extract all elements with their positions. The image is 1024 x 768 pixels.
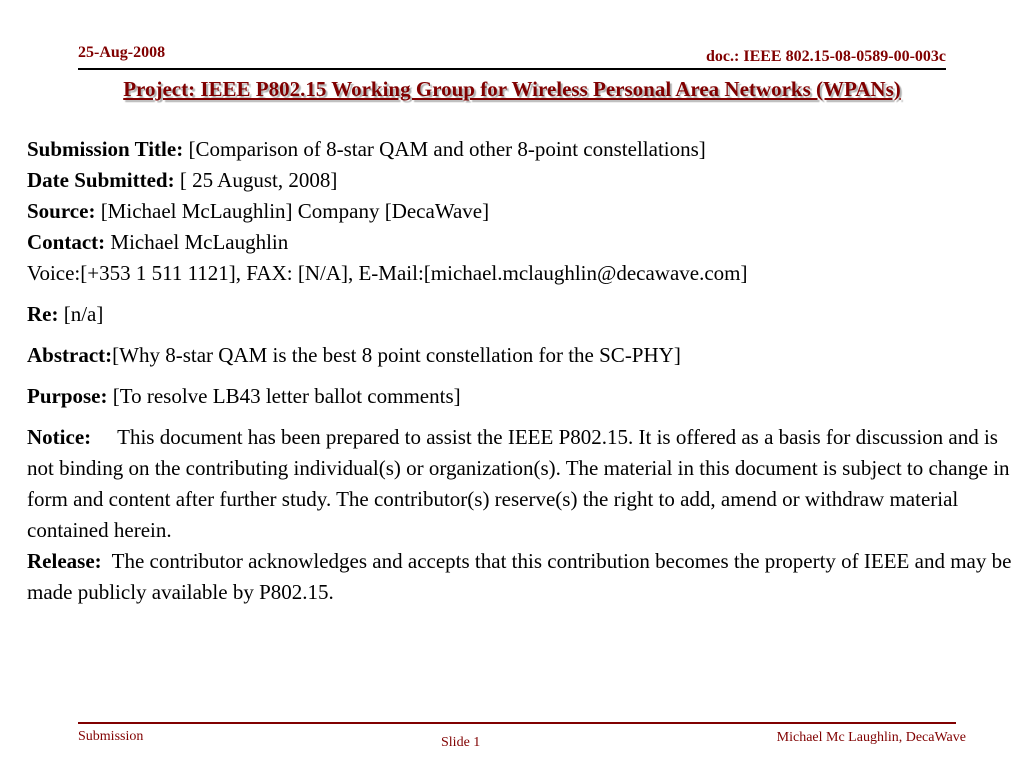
contact-label: Contact:	[27, 230, 106, 254]
footer-divider	[78, 722, 956, 724]
purpose-label: Purpose:	[27, 384, 108, 408]
abstract-value: [Why 8-star QAM is the best 8 point constellation for the SC-PHY]	[112, 343, 681, 367]
submission-title-row	[27, 134, 1017, 165]
re-value: [n/a]	[58, 302, 104, 326]
voice-line: Voice:[+353 1 511 1121], FAX: [N/A], E-Mail:[michael.mclaughlin@decawave.com]	[27, 261, 748, 285]
submission-title-value: [Comparison of 8-star QAM and other 8-point constellations]	[183, 137, 706, 161]
release-label: Release:	[27, 549, 102, 573]
footer-author: Michael Mc Laughlin, DecaWave	[776, 730, 966, 745]
purpose-value: [To resolve LB43 letter ballot comments]	[107, 384, 461, 408]
notice-value: This document has been prepared to assist the IEEE P802.15. It is offered as a basis for discussion and is not binding on the contributing individual(s) or organization(s). The material in this document is subject to change in form and content after further study. The contributor(s) reserve(s) the right to add, amend or withdraw material contained herein.	[27, 425, 1010, 542]
source-value: [Michael McLaughlin] Company [DecaWave]	[95, 199, 490, 223]
date-submitted-value: [ 25 August, 2008]	[174, 168, 338, 192]
release-paragraph	[27, 546, 1017, 608]
document-id: doc.: IEEE 802.15-08-0589-00-003c	[706, 48, 946, 65]
footer-submission: Submission	[78, 729, 144, 744]
date-submitted-row	[27, 165, 1017, 196]
re-row	[27, 299, 1017, 330]
header-date: 25-Aug-2008	[78, 44, 166, 61]
submission-title-label: Submission Title:	[27, 137, 184, 161]
submission-body	[27, 134, 1017, 608]
notice-paragraph	[27, 422, 1017, 546]
release-value: The contributor acknowledges and accepts that this contribution becomes the property of IEEE and may be made publicly available by P802.15.	[27, 549, 1012, 604]
notice-label: Notice:	[27, 425, 92, 449]
abstract-row	[27, 340, 1017, 371]
abstract-label: Abstract:	[27, 343, 113, 367]
header-divider	[78, 68, 946, 70]
contact-row	[27, 227, 1017, 258]
purpose-row	[27, 381, 1017, 412]
contact-value: Michael McLaughlin	[105, 230, 289, 254]
date-submitted-label: Date Submitted:	[27, 168, 175, 192]
project-title: Project: IEEE P802.15 Working Group for Wireless Personal Area Networks (WPANs)	[123, 77, 901, 101]
source-label: Source:	[27, 199, 96, 223]
slide-number: Slide 1	[441, 735, 481, 750]
source-row	[27, 196, 1017, 227]
re-label: Re:	[27, 302, 59, 326]
